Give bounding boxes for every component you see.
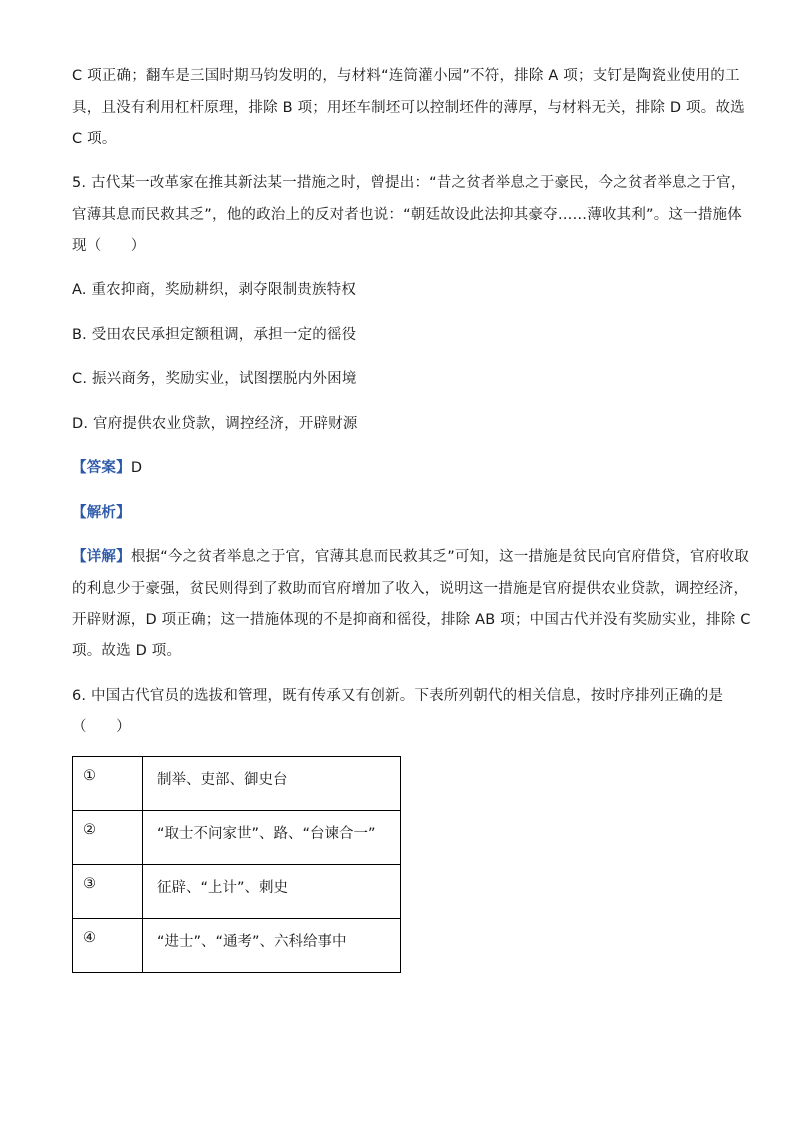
option-d: D. 官府提供农业贷款，调控经济，开辟财源 xyxy=(72,416,358,432)
detail-line: 项。故选 D 项。 xyxy=(72,643,182,659)
table-row xyxy=(73,757,401,811)
analysis-tag: 【解析】 xyxy=(72,505,131,521)
question-5-stem-line: 官薄其息而民救其乏”，他的政治上的反对者也说：“朝廷故设此法抑其豪夺……薄收其利”。这一措施体 xyxy=(72,207,742,223)
row-number: ① xyxy=(73,757,143,811)
option-a: A. 重农抑商，奖励耕织，剥夺限制贵族特权 xyxy=(72,282,357,298)
row-content: “取士不问家世”、路、“台谏合一” xyxy=(143,811,401,865)
row-number: ③ xyxy=(73,865,143,919)
row-content: “进士”、“通考”、六科给事中 xyxy=(143,919,401,973)
table-row xyxy=(73,865,401,919)
option-c: C. 振兴商务，奖励实业，试图摆脱内外困境 xyxy=(72,371,357,387)
option-b: B. 受田农民承担定额租调，承担一定的徭役 xyxy=(72,327,357,343)
question-6-stem-line: 6. 中国古代官员的选拔和管理，既有传承又有创新。下表所列朝代的相关信息，按时序排列正确的是 xyxy=(72,688,724,704)
answer-value: D xyxy=(130,460,143,476)
question-5-stem-line: 现（ ） xyxy=(72,238,146,254)
row-content: 制举、吏部、御史台 xyxy=(143,757,401,811)
detail-line: 开辟财源，D 项正确；这一措施体现的不是抑商和徭役，排除 AB 项；中国古代并没有奖励实业，排除 C xyxy=(72,612,751,628)
answer-tag: 【答案】 xyxy=(72,460,131,476)
paragraph-line: C 项。 xyxy=(72,131,117,147)
analysis-line xyxy=(72,503,131,523)
paragraph-line: 具，且没有利用杠杆原理，排除 B 项；用坯车制坯可以控制坯件的薄厚，与材料无关，排除 D 项。故选 xyxy=(72,100,745,116)
detail-tag: 【详解】 xyxy=(72,549,131,565)
detail-text: 根据“今之贫者举息之于官，官薄其息而民救其乏”可知，这一措施是贫民向官府借贷，官府收取 xyxy=(130,549,749,565)
row-number: ② xyxy=(73,811,143,865)
table-row xyxy=(73,811,401,865)
question-6-stem-line: （ ） xyxy=(72,719,131,735)
detail-line xyxy=(72,547,749,567)
answer-line xyxy=(72,458,142,478)
row-number: ④ xyxy=(73,919,143,973)
row-content: 征辟、“上计”、刺史 xyxy=(143,865,401,919)
question-5-stem-line: 5. 古代某一改革家在推其新法某一措施之时，曾提出：“昔之贫者举息之于豪民，今之贫者举息之于官， xyxy=(72,175,746,191)
table-row xyxy=(73,919,401,973)
paragraph-line: C 项正确；翻车是三国时期马钧发明的，与材料“连筒灌小园”不符，排除 A 项；支钉是陶瓷业使用的工 xyxy=(72,68,740,84)
dynasty-info-table xyxy=(72,756,401,973)
detail-line: 的利息少于豪强，贫民则得到了救助而官府增加了收入，说明这一措施是官府提供农业贷款，调控经济， xyxy=(72,581,749,597)
